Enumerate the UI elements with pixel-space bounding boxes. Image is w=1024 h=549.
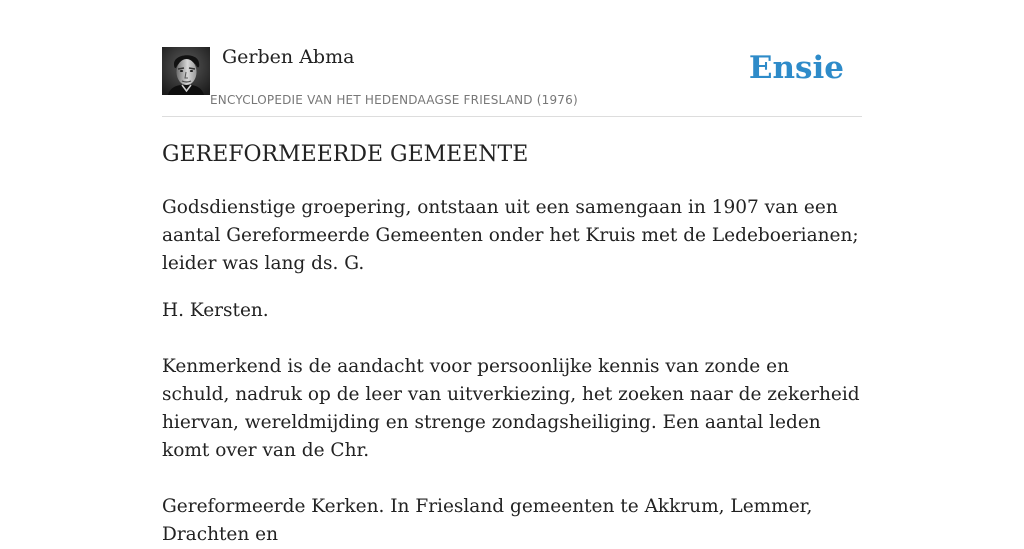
article-paragraph: Godsdienstige groepering, ontstaan uit een samengaan in 1907 van een aantal Gereformeerde Gemeenten onder het Kruis met de Ledeboerianen; leider was lang ds. G. [162, 197, 859, 274]
article-paragraph: H. Kersten. [162, 300, 269, 321]
author-name[interactable]: Gerben Abma [222, 46, 355, 68]
article-body [162, 140, 862, 549]
article-header [162, 46, 862, 117]
article-paragraph: Gereformeerde Kerken. In Friesland gemeenten te Akkrum, Lemmer, Drachten en [162, 496, 813, 545]
ensie-logo[interactable]: Ensie [748, 50, 844, 86]
author-avatar[interactable] [162, 47, 210, 95]
article-paragraph: Kenmerkend is de aandacht voor persoonlijke kennis van zonde en schuld, nadruk op de leer van uitverkiezing, het zoeken naar de zekerheid hiervan, wereldmijding en strenge zondagsheiliging. Een aantal leden komt over van de Chr. [162, 356, 860, 461]
author-portrait-image [162, 47, 210, 95]
article-title: GEREFORMEERDE GEMEENTE [162, 142, 529, 167]
source-publication[interactable]: ENCYCLOPEDIE VAN HET HEDENDAAGSE FRIESLAND (1976) [210, 93, 578, 107]
